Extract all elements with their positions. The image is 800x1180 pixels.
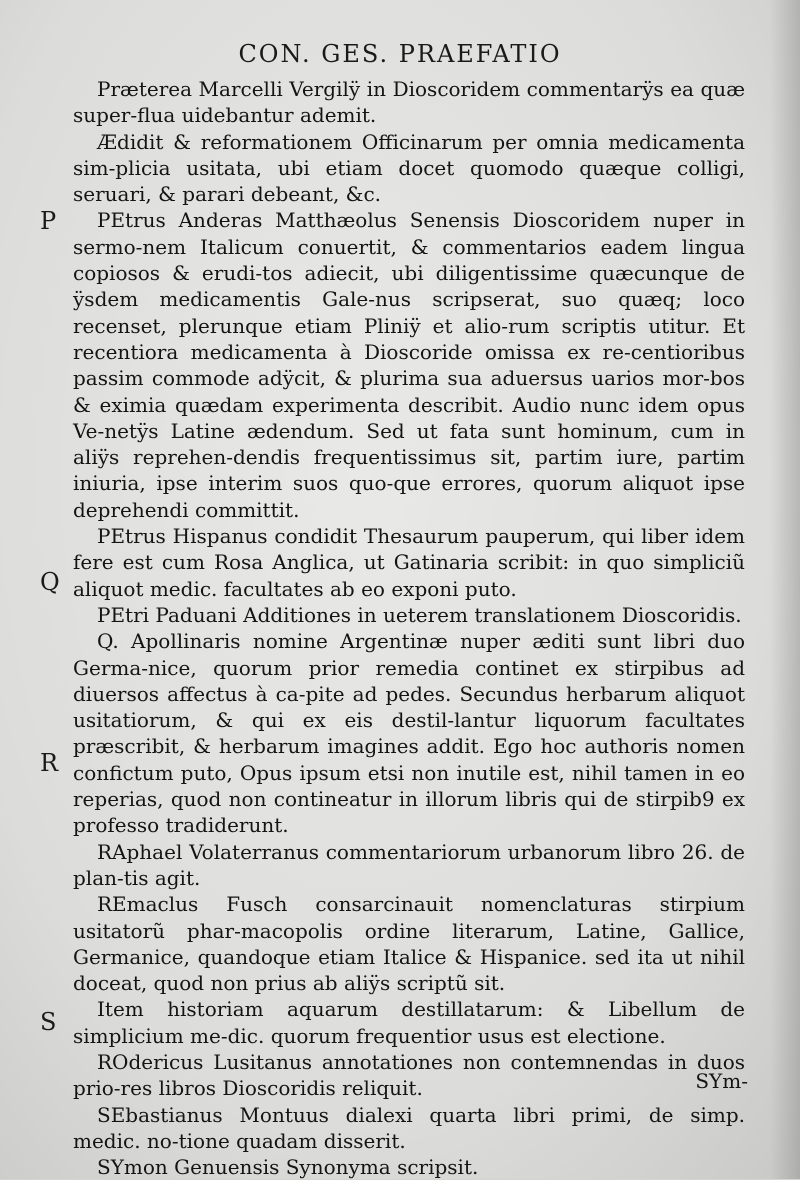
margin-letter-q: Q — [40, 568, 60, 596]
paragraph-apollinaris: Q. Apollinaris nomine Argentinæ nuper æditi sunt libri duo Germa‑nice, quorum prior remedia continet ex stirpibus ad diuersos affectus à ca‑pite ad pedes. Secundus herbarum aliquot usitatiorum, & qui ex eis destil‑lantur liquorum facultates præscribit, & herbarum imagines addit. Ego hoc authoris nomen confictum puto, Opus ipsum etsi non inutile est, nihil tamen in eo reperias, quod non contineatur in illorum libris qui de stirpib9 ex professo tradiderunt. — [73, 629, 745, 838]
catchword: SYm‑ — [695, 1069, 748, 1093]
paragraph-volaterranus: RAphael Volaterranus commentariorum urbanorum libro 26. de plan‑tis agit. — [73, 839, 745, 890]
paragraph-paduani: PEtri Paduani Additiones in ueterem translationem Dioscoridis. — [97, 602, 742, 627]
paragraph-matthaeolus: PEtrus Anderas Matthæolus Senensis Dioscoridem nuper in sermo‑nem Italicum conuertit, & commentarios eadem lingua copiosos & erudi‑tos adiecit, ubi diligentissime quæcunque de ÿsdem medicamentis Gale‑nus scripserat, suo quæq; loco recenset, plerunque etiam Pliniÿ et alio‑rum scriptis utitur. Et recentiora medicamenta à Dioscoride omissa ex re‑centioribus passim commode adÿcit, & plurima sua aduersus uarios mor‑bos & eximia quædam experimenta describit. Audio nunc idem opus Ve‑netÿs Latine ædendum. Sed ut fata sunt hominum, cum in aliÿs reprehen‑dendis frequentissimus sit, partim iure, partim iniuria, ipse interim suos quo‑que errores, quorum aliquot ipse deprehendi committit. — [73, 208, 745, 522]
paragraph-hispanus: PEtrus Hispanus condidit Thesaurum pauperum, qui liber idem fere est cum Rosa Anglica, ut Gatinaria scribit: in quo simpliciũ aliquot medic. facultates ab eo exponi puto. — [73, 524, 745, 601]
margin-letter-r: R — [40, 749, 59, 777]
paragraph-vergilius: Præterea Marcelli Vergilÿ in Dioscoridem commentarÿs ea quæ super‑flua uidebantur ademit. — [73, 77, 745, 128]
margin-letter-p: P — [40, 207, 57, 235]
paragraph-montuus: SEbastianus Montuus dialexi quarta libri primi, de simp. medic. no‑tione quadam disserit. — [73, 1102, 745, 1153]
running-header: CON. GES. PRAEFATIO — [238, 40, 562, 68]
body-text — [73, 76, 745, 1180]
paragraph-fusch: REmaclus Fusch consarcinauit nomenclaturas stirpium usitatorũ phar‑macopolis ordine literarum, Latine, Gallice, Germanice, quandoque etiam Italice & Hispanice. sed ita ut nihil doceat, quod non prius ab aliÿs scriptũ sit. — [73, 892, 745, 996]
paragraph-genuensis: SYmon Genuensis Synonyma scripsit. — [97, 1155, 479, 1180]
paragraph-lusitanus: ROdericus Lusitanus annotationes non contemnendas in duos prio‑res libros Dioscoridis reliquit. — [73, 1049, 745, 1101]
page-edge-shadow — [770, 0, 800, 1179]
paragraph-officinarum: Ædidit & reformationem Officinarum per omnia medicamenta sim‑plicia usitata, ubi etiam docet quomodo quæque colligi, seruari, & parari debeant, &c. — [73, 129, 745, 207]
margin-letter-s: S — [40, 1008, 57, 1036]
paragraph-aquarum: Item historiam aquarum destillatarum: & Libellum de simplicium me‑dic. quorum frequentior usus est electione. — [73, 997, 745, 1048]
